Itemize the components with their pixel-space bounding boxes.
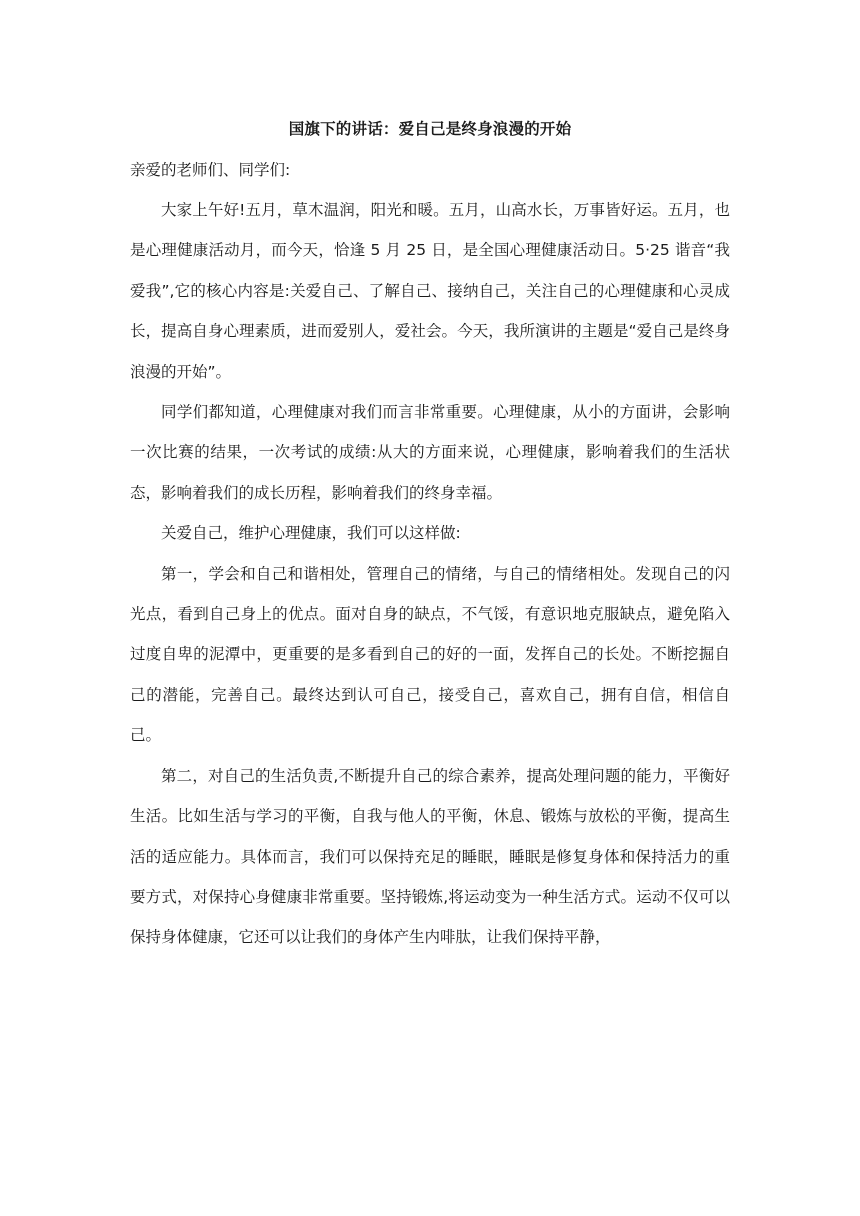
paragraph-5: 第二，对自己的生活负责,不断提升自己的综合素养，提高处理问题的能力，平衡好生活。比如生活与学习的平衡，自我与他人的平衡，休息、锻炼与放松的平衡，提高生活的适应能力。具体而言，我们可以保持充足的睡眠，睡眠是修复身体和保持活力的重要方式，对保持心身健康非常重要。坚持锻炼,将运动变为一种生活方式。运动不仅可以保持身体健康，它还可以让我们的身体产生内啡肽，让我们保持平静， [130, 766, 730, 947]
paragraph-2: 同学们都知道，心理健康对我们而言非常重要。心理健康，从小的方面讲，会影响一次比赛的结果，一次考试的成绩:从大的方面来说，心理健康，影响着我们的生活状态，影响着我们的成长历程，影响着我们的终身幸福。 [130, 403, 730, 502]
paragraph-1: 大家上午好!五月，草木温润，阳光和暖。五月，山高水长，万事皆好运。五月，也是心理健康活动月，而今天，恰逢 5 月 25 日，是全国心理健康活动日。5·25 谐音“我爱我”,它的核心内容是:关爱自己、了解自己、接纳自己，关注自己的心理健康和心灵成长，提高自身心理素质，进而爱别人，爱社会。今天，我所演讲的主题是“爱自己是终身浪漫的开始”。 [130, 201, 730, 381]
paragraph-3: 关爱自己，维护心理健康，我们可以这样做: [161, 524, 461, 543]
salutation: 亲爱的老师们、同学们: [130, 161, 291, 179]
document-page [130, 114, 730, 958]
document-title: 国旗下的讲话：爱自己是终身浪漫的开始 [288, 120, 572, 138]
paragraph-4: 第一，学会和自己和谐相处，管理自己的情绪，与自己的情绪相处。发现自己的闪光点，看到自己身上的优点。面对自身的缺点，不气馁，有意识地克服缺点，避免陷入过度自卑的泥潭中，更重要的是多看到自己的好的一面，发挥自己的长处。不断挖掘自己的潜能，完善自己。最终达到认可自己，接受自己，喜欢自己，拥有自信，相信自己。 [130, 564, 730, 745]
